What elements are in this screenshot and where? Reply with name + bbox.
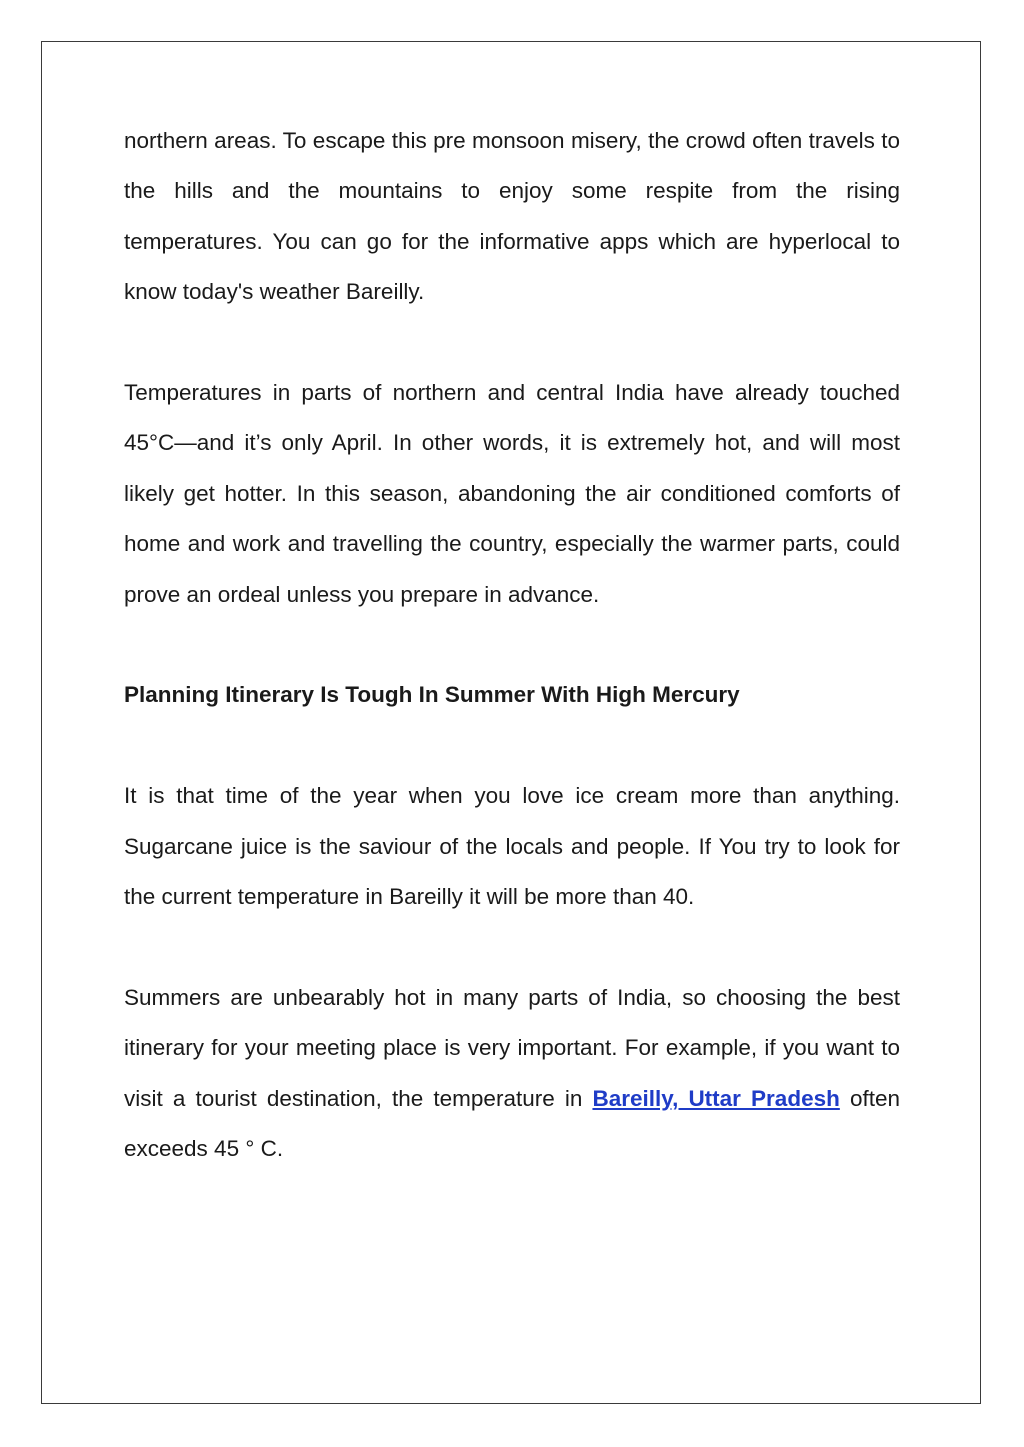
paragraph-summers bbox=[124, 973, 900, 1175]
document-body bbox=[124, 116, 900, 1225]
paragraph-ice-cream: It is that time of the year when you love ice cream more than anything. Sugarcane juice is the saviour of the locals and people. If You try to look for the current temperature in Bareilly it will be more than 40. bbox=[124, 783, 900, 910]
bareilly-link[interactable]: Bareilly, Uttar Pradesh bbox=[592, 1085, 840, 1111]
paragraph-summers-tail: often exceeds 45 ° C. bbox=[124, 1085, 900, 1162]
paragraph-temperatures: Temperatures in parts of northern and central India have already touched 45°C—and it’s only April. In other words, it is extremely hot, and will most likely get hotter. In this season, abandoning the air conditioned comforts of home and work and travelling the country, especially the warmer parts, could prove an ordeal unless you prepare in advance. bbox=[124, 380, 900, 607]
section-heading: Planning Itinerary Is Tough In Summer With High Mercury bbox=[124, 682, 740, 708]
paragraph-northern-areas: northern areas. To escape this pre monsoon misery, the crowd often travels to the hills and the mountains to enjoy some respite from the rising temperatures. You can go for the informative apps which are hyperlocal to know today's weather Bareilly. bbox=[124, 128, 900, 305]
paragraph-summers-text: Summers are unbearably hot in many parts of India, so choosing the best itinerary for your meeting place is very important. For example, if you want to visit a tourist destination, the temperature in bbox=[124, 984, 900, 1111]
